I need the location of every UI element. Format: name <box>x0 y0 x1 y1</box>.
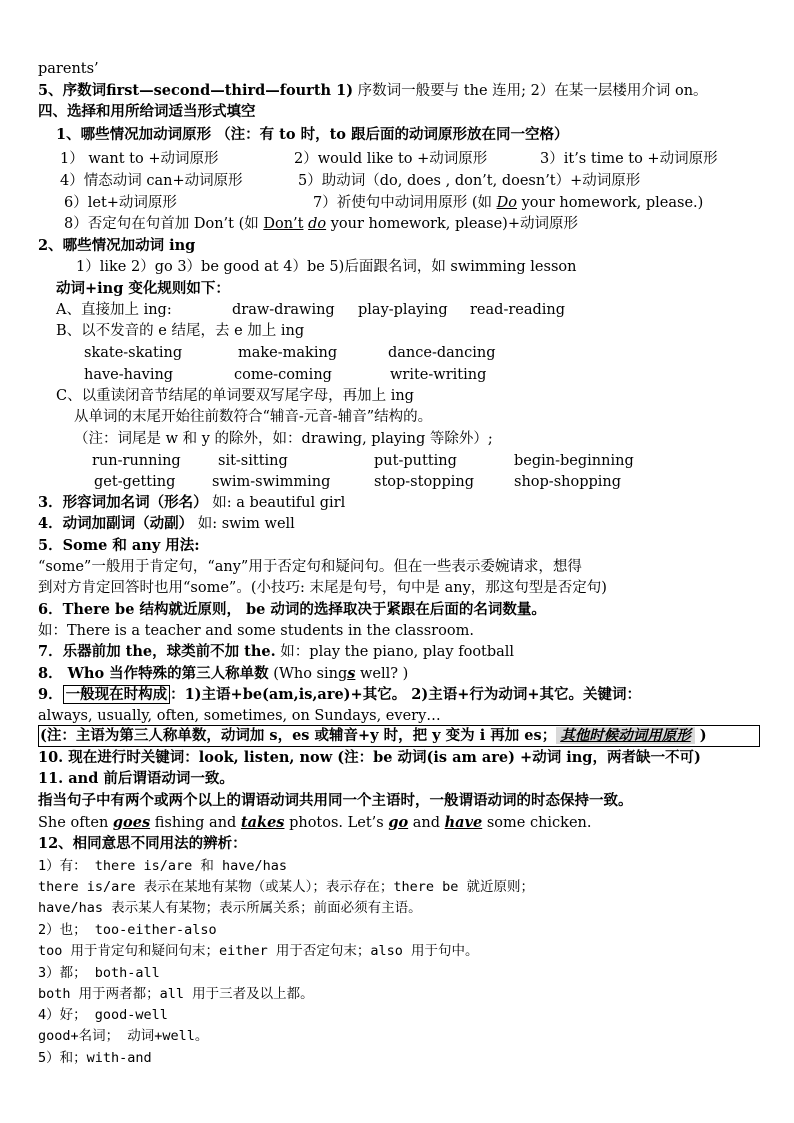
text-line: 1）like 2）go 3）be good at 4）be 5)后面跟名词，如 swimming lesson <box>76 259 577 275</box>
text-line: 2）也； too-either-also <box>38 922 217 938</box>
example-word: write-writing <box>390 367 487 383</box>
text-line: 5、序数词first—second—third—fourth 1) 序数词一般要与 the 连用; 2）在某一层楼用介词 on。 <box>38 82 708 99</box>
list-item: 2）would like to +动词原形 <box>294 151 488 167</box>
example-word: have-having <box>84 367 174 383</box>
boxed-term: 一般现在时构成 <box>63 685 171 704</box>
text-line: 3）都； both-all <box>38 965 160 981</box>
subsection-heading: 1、哪些情况加动词原形 （注：有 to 时，to 跟后面的动词原形放在同一空格） <box>56 126 569 143</box>
text-line: 4．动词加副词（动副） 如: swim well <box>38 515 295 532</box>
text-line: have/has 表示某人有某物；表示所属关系；前面必须有主语。 <box>38 900 422 916</box>
example-sentence: She often goes fishing and takes photos. Let’s go and have some chicken. <box>38 814 592 831</box>
text-line: 7．乐器前加 the，球类前不加 the. 如：play the piano, play football <box>38 643 515 660</box>
text-line: 指当句子中有两个或两个以上的谓语动词共用同一个主语时，一般谓语动词的时态保持一致。 <box>38 792 633 809</box>
example-word: put-putting <box>374 453 457 469</box>
list-item: 4）情态动词 can+动词原形 <box>60 173 243 189</box>
subsection-heading: 10. 现在进行时关键词：look, listen, now (注：be 动词(is am are) +动词 ing，两者缺一不可) <box>38 749 701 766</box>
text-line: 从单词的末尾开始往前数符合“辅音-元音-辅音”结构的。 <box>74 409 433 425</box>
example-word: swim-swimming <box>212 474 331 490</box>
text-line: 到对方肯定回答时也用“some”。(小技巧: 末尾是句号，句中是 any，那这句型是否定句) <box>38 580 607 596</box>
text-line: 如：There is a teacher and some students in the classroom. <box>38 623 474 639</box>
highlighted-term: 其他时候动词用原形 <box>556 727 695 744</box>
example-word: come-coming <box>234 367 332 383</box>
example-word: stop-stopping <box>374 474 474 490</box>
subsection-heading: 6．There be 结构就近原则， be 动词的选择取决于紧跟在后面的名词数量。 <box>38 601 546 618</box>
example-word: shop-shopping <box>514 474 622 490</box>
rule-label: C、以重读闭音节结尾的单词要双写尾字母，再加上 ing <box>56 388 414 404</box>
example-word: make-making <box>238 345 338 361</box>
subsection-heading: 9． 一般现在时构成 ：1)主语+be(am,is,are)+其它。 2)主语+行为动词+其它。关键词： <box>38 686 641 703</box>
example-word: sit-sitting <box>218 453 288 469</box>
subsection-heading: 2、哪些情况加动词 ing <box>38 237 196 254</box>
list-item: 1） want to +动词原形 <box>60 151 219 167</box>
example-word: play-playing <box>358 302 448 318</box>
text-line: there is/are 表示在某地有某物（或某人）；表示存在；there be 就近原则； <box>38 879 535 895</box>
text-line: both 用于两者都；all 用于三者及以上都。 <box>38 986 314 1002</box>
text-line: parents’ <box>38 61 99 77</box>
example-word: draw-drawing <box>232 302 335 318</box>
list-item: 8）否定句在句首加 Don’t (如 Don’t do your homework, please)+动词原形 <box>64 216 578 232</box>
section-heading: 四、选择和用所给词适当形式填空 <box>38 103 256 120</box>
text-line: 1）有： there is/are 和 have/has <box>38 858 288 874</box>
text-line: “some”一般用于肯定句，“any”用于否定句和疑问句。但在一些表示委婉请求，想得 <box>38 559 582 575</box>
example-word: begin-beginning <box>514 453 634 469</box>
example-word: read-reading <box>470 302 566 318</box>
example-word: get-getting <box>94 474 176 490</box>
subsection-heading: 动词+ing 变化规则如下： <box>56 280 230 297</box>
text-line: good+名词； 动词+well。 <box>38 1028 209 1044</box>
text-line: 5）和；with-and <box>38 1050 152 1066</box>
subsection-heading: 5．Some 和 any 用法: <box>38 537 200 554</box>
example-word: dance-dancing <box>388 345 496 361</box>
list-item: 7）祈使句中动词用原形 (如 Do your homework, please.) <box>313 195 704 211</box>
text-line: 4）好； good-well <box>38 1007 168 1023</box>
note-line: (注：主语为第三人称单数，动词加 s，es 或辅音+y 时，把 y 变为 i 再加 es； 其他时候动词用原形 ) <box>40 727 707 744</box>
example-word: run-running <box>92 453 181 469</box>
list-item: 6）let+动词原形 <box>64 195 177 211</box>
list-item: 3）it’s time to +动词原形 <box>540 151 718 167</box>
text-line: 8． Who 当作特殊的第三人称单数 (Who sings well? ) <box>38 665 409 682</box>
text-line: too 用于肯定句和疑问句末；either 用于否定句末；also 用于句中。 <box>38 943 479 959</box>
subsection-heading: 12、相同意思不同用法的辨析： <box>38 835 247 852</box>
text-line: 3．形容词加名词（形名） 如: a beautiful girl <box>38 494 346 511</box>
example-word: skate-skating <box>84 345 183 361</box>
rule-label: B、以不发音的 e 结尾，去 e 加上 ing <box>56 323 305 339</box>
text-line: always, usually, often, sometimes, on Sundays, every… <box>38 708 441 724</box>
list-item: 5）助动词（do, does , don’t, doesn’t）+动词原形 <box>298 173 641 189</box>
rule-label: A、直接加上 ing: <box>56 302 172 318</box>
subsection-heading: 11. and 前后谓语动词一致。 <box>38 770 234 787</box>
text-line: （注：词尾是 w 和 y 的除外，如：drawing, playing 等除外）; <box>74 431 493 447</box>
